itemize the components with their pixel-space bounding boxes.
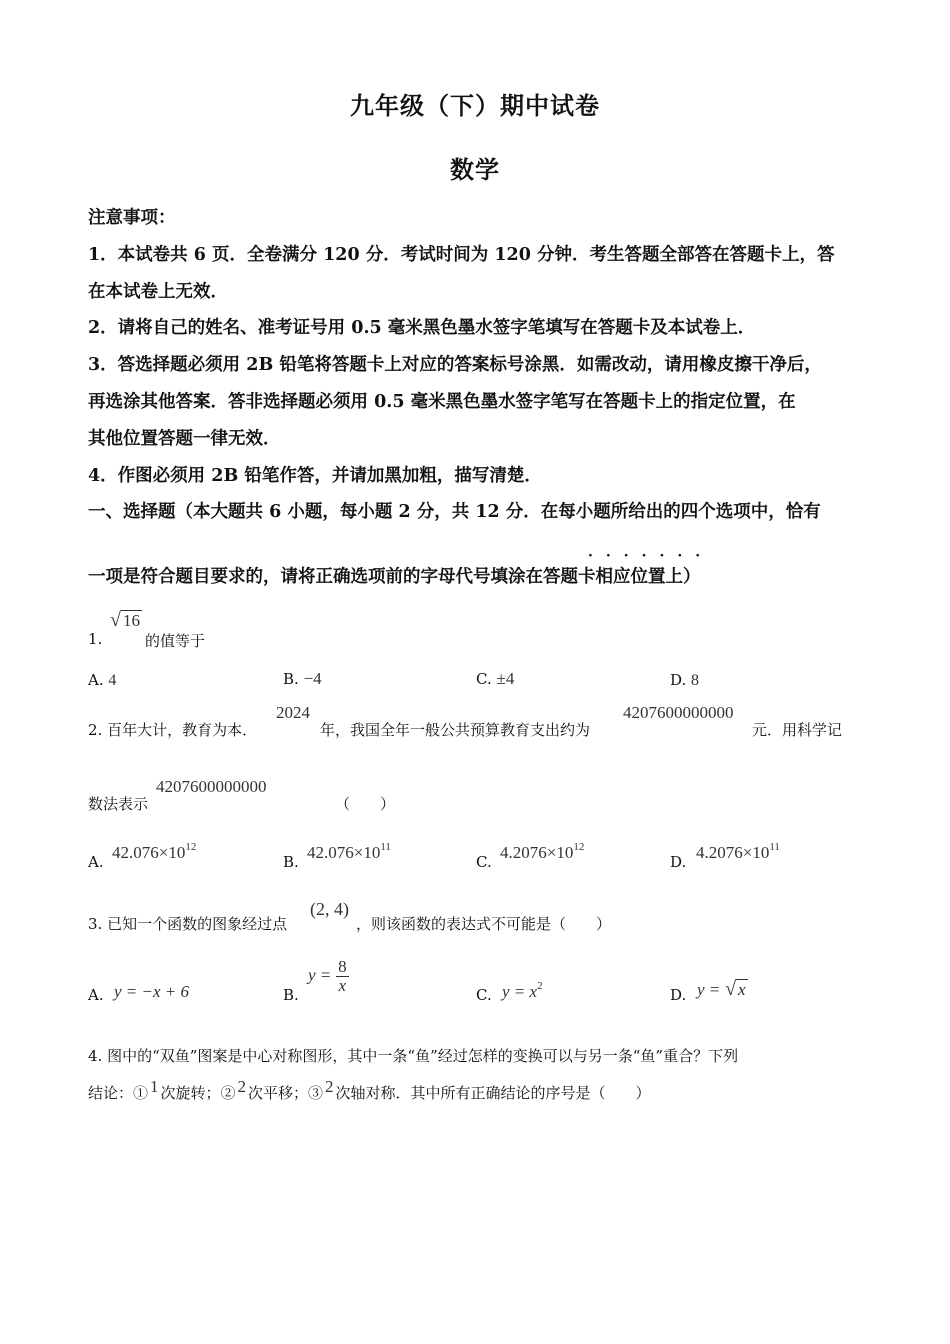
- q1-number: 1.: [88, 630, 103, 648]
- q3-option-a-expr: y = −x + 6: [114, 982, 190, 1001]
- fraction-denominator: x: [338, 976, 347, 995]
- option-label: D.: [670, 986, 687, 1004]
- q2-text: 元．用科学记: [752, 721, 843, 739]
- q1-sqrt: [110, 609, 142, 632]
- sci-base: 42.076×10: [112, 843, 186, 862]
- q2-option-c: [476, 853, 492, 871]
- q3-option-b-expr: [308, 958, 349, 995]
- notice-line: 再选涂其他答案．答非选择题必须用 0.5 毫米黑色墨水签字笔写在答题卡上的指定位置，在: [88, 392, 796, 412]
- q3-line1: [88, 913, 287, 934]
- section-heading: 一、选择题（本大题共 6 小题，每小题 2 分，共 12 分．在每小题所给出的四个选项中，恰有: [88, 502, 821, 522]
- q3-number: 3.: [88, 915, 103, 933]
- q3-point: (2, 4): [310, 899, 349, 919]
- q2-line2: 数法表示: [88, 795, 149, 813]
- option-label: D.: [670, 853, 687, 871]
- expr-base: y = x: [502, 982, 538, 1001]
- sci-base: 42.076×10: [307, 843, 381, 862]
- q1-option-d: [670, 671, 699, 690]
- q3-option-d-expr: [697, 978, 748, 1001]
- section-heading-cont: 一项是符合题目要求的，请将正确选项前的字母代号填涂在答题卡相应位置上）: [88, 567, 701, 587]
- q2-number: 2.: [88, 721, 103, 739]
- q4-num3: 2: [325, 1077, 334, 1096]
- notice-line: 1．本试卷共 6 页．全卷满分 120 分．考试时间为 120 分钟．考生答题全部答在答题卡上，答: [88, 245, 835, 265]
- option-label: A.: [88, 986, 104, 1004]
- q2-text: 年，我国全年一般公共预算教育支出约为: [320, 721, 591, 739]
- sci-exponent: 12: [185, 841, 197, 853]
- option-value: 8: [691, 672, 700, 689]
- sci-exponent: 11: [380, 841, 391, 853]
- option-label: B.: [283, 670, 299, 688]
- q2-text: 百年大计，教育为本．: [107, 721, 258, 739]
- q2-option-c-expr: [500, 841, 584, 863]
- q4-line2: [88, 1077, 651, 1103]
- sci-exponent: 12: [573, 841, 585, 853]
- option-label: A.: [88, 853, 104, 871]
- q4-num2: 2: [237, 1077, 247, 1096]
- radical-sign: √: [110, 609, 121, 631]
- fraction: [336, 958, 349, 995]
- q2-option-d: [670, 853, 686, 871]
- notice-line: 4．作图必须用 2B 铅笔作答，并请加黑加粗，描写清楚．: [88, 466, 542, 486]
- q2-amount: 4207600000000: [156, 777, 267, 796]
- answer-bracket: （ ）: [335, 795, 396, 813]
- option-value: ±4: [496, 669, 515, 688]
- notice-line: 其他位置答题一律无效．: [88, 429, 281, 449]
- option-label: A.: [88, 671, 104, 689]
- q2-option-d-expr: [696, 841, 780, 863]
- q3-option-a: [88, 986, 104, 1004]
- q4-num1: 1: [150, 1077, 159, 1096]
- q1-option-c: [476, 669, 514, 689]
- q2-year: 2024: [276, 703, 310, 722]
- q1-option-a: [88, 671, 116, 690]
- q2-option-a-expr: [112, 841, 196, 863]
- sci-base: 4.2076×10: [696, 843, 770, 862]
- option-value: −4: [303, 669, 322, 688]
- fraction-numerator: 8: [338, 957, 347, 976]
- sci-exponent: 11: [769, 841, 780, 853]
- q3-option-b: [283, 986, 299, 1004]
- option-label: D.: [670, 671, 687, 689]
- q1-option-b: [283, 669, 322, 689]
- expr-lhs: y =: [308, 965, 332, 985]
- notice-line: 在本试卷上无效．: [88, 282, 228, 302]
- radical-sign: √: [725, 978, 737, 1000]
- q4-text: 次轴对称．其中所有正确结论的序号是（ ）: [335, 1084, 651, 1102]
- notice-line: 2．请将自己的姓名、准考证号用 0.5 毫米黑色墨水签字笔填写在答题卡及本试卷上．: [88, 318, 756, 338]
- notice-line: 3．答选择题必须用 2B 铅笔将答题卡上对应的答案标号涂黑．如需改动，请用橡皮擦干净后，: [88, 355, 822, 375]
- sci-base: 4.2076×10: [500, 843, 574, 862]
- q2-option-b-expr: [307, 841, 391, 863]
- q3-text: 已知一个函数的图象经过点: [107, 915, 288, 933]
- q1-text: 的值等于: [145, 632, 206, 650]
- q4-text: 次平移；③: [248, 1084, 324, 1102]
- expr-lhs: y =: [697, 980, 721, 999]
- exam-subject: 数学: [450, 155, 500, 184]
- q3-option-c: [476, 986, 492, 1004]
- emphasis-dots: ·······: [588, 548, 714, 564]
- expr-exponent: 2: [537, 980, 543, 992]
- q2-line1: [88, 719, 257, 740]
- option-label: C.: [476, 853, 492, 871]
- q2-option-b: [283, 853, 299, 871]
- radicand: x: [738, 980, 746, 999]
- q3-option-d: [670, 986, 686, 1004]
- q4-line1: 4. 图中的“双鱼”图案是中心对称图形，其中一条“鱼”经过怎样的变换可以与另一条“鱼”重合？下列: [88, 1047, 739, 1065]
- q3-text: ，则该函数的表达式不可能是（ ）: [356, 915, 612, 933]
- q2-option-a: [88, 853, 104, 871]
- option-label: C.: [476, 986, 492, 1004]
- option-value: 4: [108, 672, 117, 689]
- q4-text: 次旋转；②: [160, 1084, 236, 1102]
- notice-heading: 注意事项：: [88, 208, 176, 228]
- q3-option-c-expr: [502, 980, 543, 1002]
- option-label: B.: [283, 986, 299, 1004]
- option-label: C.: [476, 670, 492, 688]
- q1-radicand: 16: [122, 611, 140, 630]
- q4-text: 结论：①: [88, 1084, 149, 1102]
- q2-amount: 4207600000000: [623, 703, 734, 722]
- exam-title: 九年级（下）期中试卷: [350, 91, 600, 120]
- option-label: B.: [283, 853, 299, 871]
